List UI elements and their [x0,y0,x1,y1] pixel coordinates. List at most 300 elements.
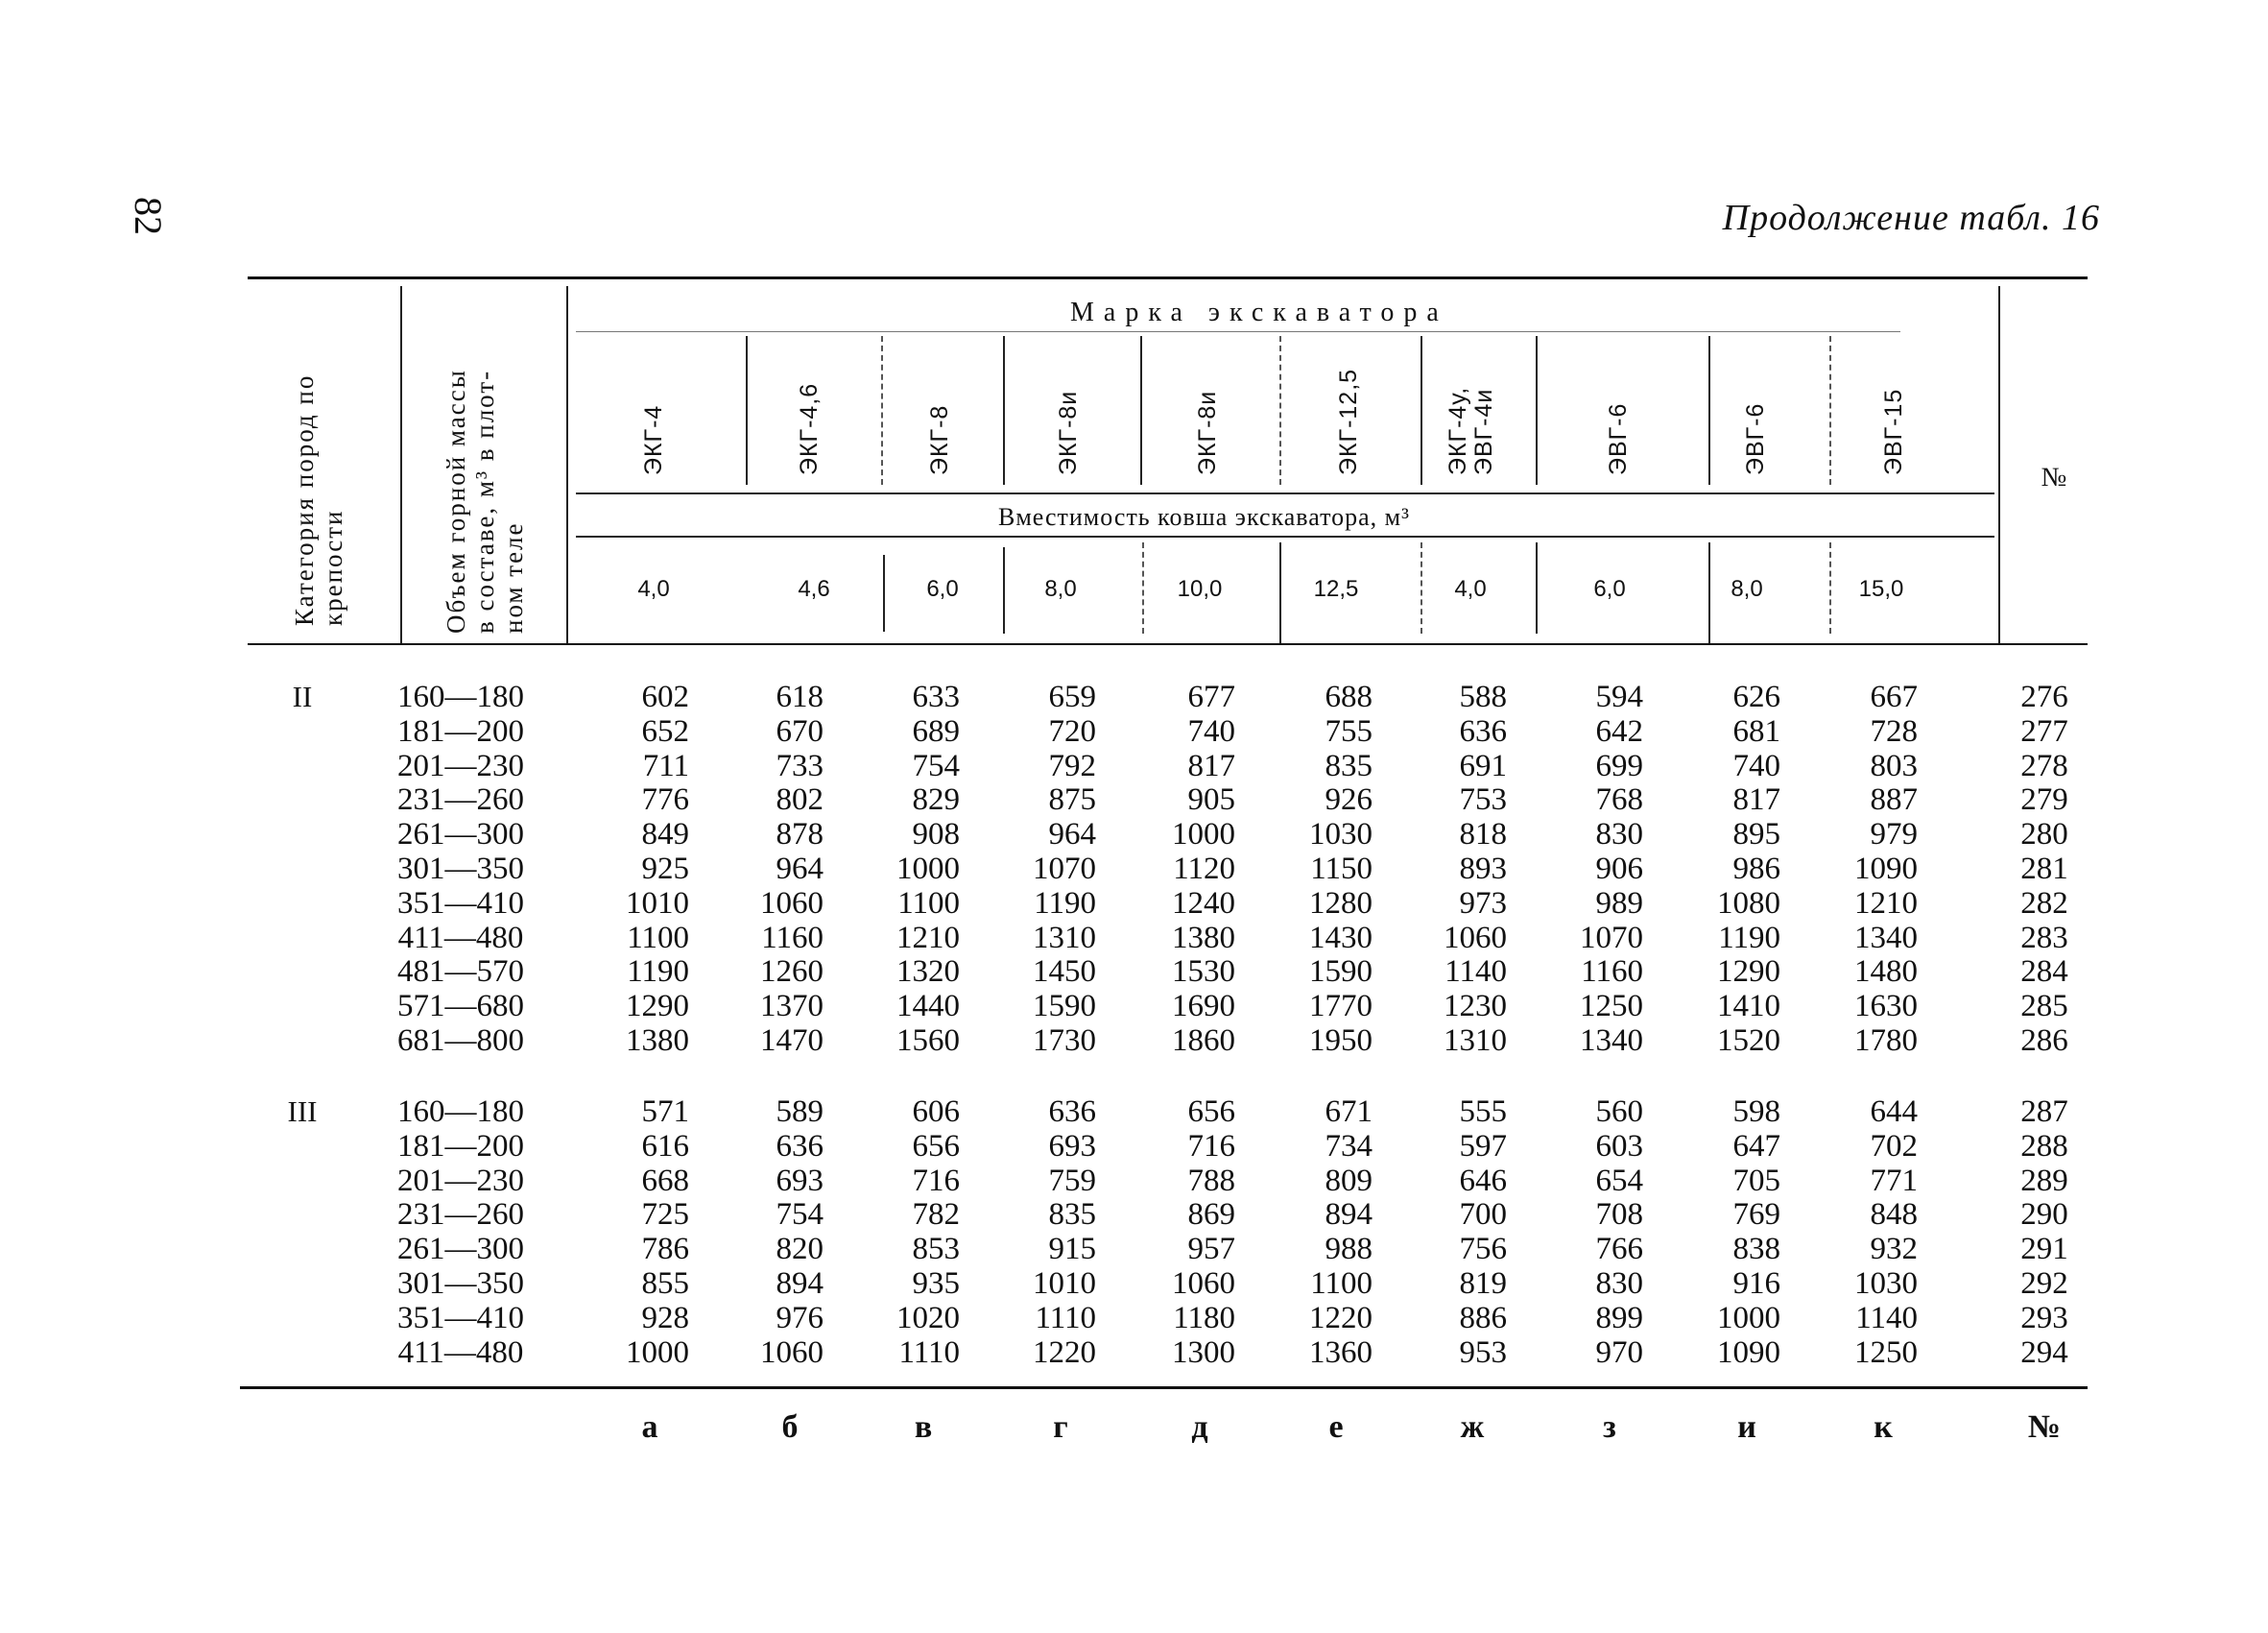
brand-label: Марка экскаватора [1070,298,1448,327]
volume-range: 351—410 [397,885,524,921]
table-cell: 1160 [1581,954,1643,990]
brand-evg-15: ЭВГ-15 [1880,388,1907,475]
table-cell: 1470 [760,1023,824,1058]
table-cell: 699 [1595,748,1643,783]
volume-range: 160—180 [397,680,524,714]
table-cell: 603 [1595,1128,1643,1164]
table-cell: 689 [912,713,960,749]
table-bottom-rule [240,1386,2088,1389]
volume-range: 481—570 [397,954,524,990]
table-cell: 606 [912,1094,960,1129]
number-header: № [2041,463,2067,492]
table-cell: 642 [1595,713,1643,749]
table-cell: 1210 [1854,885,1918,921]
table-cell: 1030 [1854,1266,1918,1301]
header-divider-category [400,286,402,643]
table-cell: 636 [776,1128,824,1164]
brand-sep-4 [1140,336,1142,485]
table-cell: 733 [776,748,824,783]
table-cell: 817 [1187,748,1235,783]
brand-sep-9 [1829,336,1831,485]
letter-g: г [1053,1409,1068,1445]
volume-range: 351—410 [397,1300,524,1335]
table-row [0,1197,2268,1232]
table-cell: 970 [1595,1334,1643,1370]
table-cell: 616 [641,1128,689,1164]
volume-range: 181—200 [397,713,524,749]
volume-range: 181—200 [397,1128,524,1164]
table-cell: 740 [1732,748,1780,783]
volume-range: 231—260 [397,782,524,818]
table-cell: 1210 [896,920,960,955]
table-cell: 925 [641,852,689,886]
table-cell: 668 [641,1163,689,1198]
letter-z: з [1603,1409,1616,1445]
table-cell: 1010 [626,885,689,921]
table-row [0,921,2268,955]
table-cell: 878 [776,817,824,853]
volume-range: 571—680 [397,989,524,1024]
brand-label-rule [576,331,1900,332]
header-divider-volume [566,286,568,643]
table-cell: 1240 [1172,885,1235,921]
volume-range: 301—350 [397,1266,524,1301]
table-cell: 964 [776,852,824,886]
table-cell: 1110 [898,1334,960,1370]
letter-d: д [1191,1409,1208,1445]
table-cell: 1950 [1309,1023,1373,1058]
table-row [0,1164,2268,1198]
table-cell: 875 [1048,782,1096,818]
table-cell: 597 [1459,1128,1507,1164]
table-cell: 776 [641,782,689,818]
table-cell: 1160 [761,920,824,955]
letter-e: е [1328,1409,1344,1445]
table-cell: 691 [1459,748,1507,783]
capacity-label: Вместимость ковша экскаватора, м³ [998,503,1410,531]
volume-range: 261—300 [397,817,524,853]
table-cell: 973 [1459,885,1507,921]
table-cell: 1000 [626,1334,689,1370]
table-cell: 1060 [760,885,824,921]
table-cell: 1590 [1309,954,1373,990]
capacity-9: 15,0 [1858,576,1904,602]
volume-range: 231—260 [397,1197,524,1233]
table-cell: 1290 [1717,954,1780,990]
table-cell: 618 [776,680,824,714]
table-cell: 894 [776,1266,824,1301]
table-cell: 598 [1732,1094,1780,1129]
table-cell: 932 [1870,1232,1918,1267]
table-cell: 1000 [1172,817,1235,853]
table-row [0,1301,2268,1335]
table-cell: 646 [1459,1163,1507,1198]
volume-range: 301—350 [397,852,524,886]
table-cell: 588 [1459,680,1507,714]
table-cell: 1310 [1444,1023,1507,1058]
table-cell: 734 [1325,1128,1373,1164]
table-cell: 1780 [1854,1023,1918,1058]
table-cell: 1070 [1033,852,1096,886]
table-cell: 819 [1459,1266,1507,1301]
table-cell: 1140 [1444,954,1507,990]
table-cell: 636 [1048,1094,1096,1129]
table-row [0,1232,2268,1266]
row-number: 288 [2020,1128,2068,1164]
table-cell: 1250 [1580,989,1643,1024]
table-cell: 838 [1732,1232,1780,1267]
table-cell: 1380 [1172,920,1235,955]
row-number: 290 [2020,1197,2068,1233]
table-cell: 895 [1732,817,1780,853]
table-cell: 659 [1048,680,1096,714]
capacity-1: 4,6 [798,576,830,602]
table-cell: 1250 [1854,1334,1918,1370]
brand-sep-5 [1279,336,1281,485]
category-label: III [287,1094,318,1128]
brand-ekg-4u-evg-4i: ЭКГ-4у, ЭВГ-4и [1444,386,1497,475]
table-cell: 1530 [1172,954,1235,990]
letter-k: к [1874,1409,1893,1445]
brand-ekg-12-5: ЭКГ-12,5 [1335,368,1362,475]
brand-sep-7 [1536,336,1538,485]
table-cell: 1020 [896,1300,960,1335]
table-cell: 964 [1048,817,1096,853]
table-cell: 594 [1595,680,1643,714]
table-cell: 1100 [627,920,689,955]
row-number: 281 [2020,852,2068,886]
table-cell: 809 [1325,1163,1373,1198]
table-row [0,1023,2268,1058]
table-cell: 830 [1595,1266,1643,1301]
row-number: 283 [2020,920,2068,955]
capacity-6: 4,0 [1454,576,1487,602]
volume-range: 201—230 [397,748,524,783]
table-cell: 700 [1459,1197,1507,1233]
table-cell: 976 [776,1300,824,1335]
table-cell: 708 [1595,1197,1643,1233]
table-cell: 754 [776,1197,824,1233]
table-cell: 1070 [1580,920,1643,955]
row-number: 291 [2020,1232,2068,1267]
table-cell: 1480 [1854,954,1918,990]
header-bottom-rule [248,643,2088,645]
table-cell: 935 [912,1266,960,1301]
table-cell: 753 [1459,782,1507,818]
category-label: II [292,680,313,713]
table-cell: 1190 [1034,885,1096,921]
table-cell: 1860 [1172,1023,1235,1058]
table-cell: 1100 [1310,1266,1373,1301]
table-row [0,886,2268,921]
brand-ekg-8i-b: ЭКГ-8и [1194,390,1221,475]
table-top-rule [248,276,2088,279]
row-number: 276 [2020,680,2068,714]
capacity-2: 6,0 [926,576,959,602]
brand-evg-6-b: ЭВГ-6 [1742,402,1769,475]
table-cell: 759 [1048,1163,1096,1198]
table-row [0,1129,2268,1164]
table-cell: 893 [1459,852,1507,886]
row-number: 285 [2020,989,2068,1024]
table-cell: 1280 [1309,885,1373,921]
table-cell: 1520 [1717,1023,1780,1058]
table-cell: 1190 [1718,920,1780,955]
table-cell: 1310 [1033,920,1096,955]
table-cell: 906 [1595,852,1643,886]
table-cell: 988 [1325,1232,1373,1267]
table-cell: 1320 [896,954,960,990]
row-number: 292 [2020,1266,2068,1301]
table-cell: 725 [641,1197,689,1233]
table-cell: 756 [1459,1232,1507,1267]
table-cell: 1120 [1173,852,1235,886]
table-cell: 740 [1187,713,1235,749]
table-cell: 855 [641,1266,689,1301]
table-cell: 1060 [1172,1266,1235,1301]
row-number: 277 [2020,713,2068,749]
table-cell: 1340 [1580,1023,1643,1058]
letter-zh: ж [1460,1409,1485,1445]
table-cell: 571 [641,1094,689,1129]
brand-ekg-8i-a: ЭКГ-8и [1055,390,1082,475]
table-row [0,954,2268,989]
letter-a: а [641,1409,658,1445]
capacity-4: 10,0 [1177,576,1223,602]
letter-v: в [914,1409,933,1445]
table-title: Продолжение табл. 16 [1722,198,2100,238]
table-cell: 953 [1459,1334,1507,1370]
table-cell: 1030 [1309,817,1373,853]
table-cell: 1150 [1310,852,1373,886]
table-cell: 560 [1595,1094,1643,1129]
table-cell: 654 [1595,1163,1643,1198]
table-cell: 989 [1595,885,1643,921]
table-row [0,1335,2268,1370]
table-cell: 849 [641,817,689,853]
table-cell: 728 [1870,713,1918,749]
table-cell: 926 [1325,782,1373,818]
capacity-0: 4,0 [637,576,670,602]
table-cell: 681 [1732,713,1780,749]
table-cell: 1140 [1855,1300,1918,1335]
brand-ekg-4-6: ЭКГ-4,6 [796,382,823,475]
table-cell: 1090 [1717,1334,1780,1370]
table-cell: 670 [776,713,824,749]
table-cell: 1060 [1444,920,1507,955]
table-row [0,714,2268,749]
volume-header: Объем горной массы в составе, м³ в плот- ном теле [442,369,528,634]
table-row [0,680,2268,714]
letter-number: № [2027,1409,2062,1445]
table-cell: 788 [1187,1163,1235,1198]
table-cell: 1220 [1033,1334,1096,1370]
table-cell: 915 [1048,1232,1096,1267]
table-cell: 1260 [760,954,824,990]
capacity-label-bottom-rule [576,536,1994,538]
category-header: Категория пород по крепости [290,373,347,626]
row-number: 280 [2020,817,2068,853]
brand-ekg-4: ЭКГ-4 [640,404,667,475]
brand-ekg-8: ЭКГ-8 [926,404,953,475]
page-number: 82 [127,197,170,235]
table-cell: 711 [642,748,689,783]
table-cell: 754 [912,748,960,783]
capacity-7: 6,0 [1593,576,1626,602]
table-cell: 886 [1459,1300,1507,1335]
volume-range: 681—800 [397,1023,524,1058]
table-cell: 1380 [626,1023,689,1058]
table-cell: 766 [1595,1232,1643,1267]
table-cell: 656 [912,1128,960,1164]
brand-sep-2 [881,336,883,485]
capacity-3: 8,0 [1044,576,1077,602]
table-cell: 986 [1732,852,1780,886]
table-row [0,817,2268,852]
table-cell: 1450 [1033,954,1096,990]
row-number: 284 [2020,954,2068,990]
table-cell: 1300 [1172,1334,1235,1370]
table-cell: 589 [776,1094,824,1129]
table-cell: 644 [1870,1094,1918,1129]
table-cell: 894 [1325,1197,1373,1233]
volume-range: 411—480 [397,920,524,955]
table-cell: 633 [912,680,960,714]
capacity-5: 12,5 [1313,576,1359,602]
table-cell: 908 [912,817,960,853]
table-cell: 1000 [896,852,960,886]
table-cell: 720 [1048,713,1096,749]
table-cell: 1180 [1173,1300,1235,1335]
table-cell: 1000 [1717,1300,1780,1335]
table-cell: 830 [1595,817,1643,853]
table-cell: 829 [912,782,960,818]
table-cell: 1770 [1309,989,1373,1024]
table-cell: 1220 [1309,1300,1373,1335]
letter-b: б [781,1409,799,1445]
table-cell: 848 [1870,1197,1918,1233]
table-cell: 1360 [1309,1334,1373,1370]
table-cell: 755 [1325,713,1373,749]
table-cell: 957 [1187,1232,1235,1267]
table-cell: 1340 [1854,920,1918,955]
row-number: 289 [2020,1163,2068,1198]
table-cell: 1560 [896,1023,960,1058]
table-cell: 626 [1732,680,1780,714]
table-cell: 716 [912,1163,960,1198]
table-cell: 769 [1732,1197,1780,1233]
capacity-8: 8,0 [1731,576,1763,602]
header-divider-number [1998,286,2000,643]
volume-range: 261—300 [397,1232,524,1267]
table-cell: 1590 [1033,989,1096,1024]
table-cell: 1440 [896,989,960,1024]
table-cell: 1370 [760,989,824,1024]
table-cell: 671 [1325,1094,1373,1129]
table-cell: 786 [641,1232,689,1267]
table-cell: 716 [1187,1128,1235,1164]
table-row [0,852,2268,886]
table-cell: 702 [1870,1128,1918,1164]
table-cell: 555 [1459,1094,1507,1129]
table-cell: 887 [1870,782,1918,818]
table-cell: 792 [1048,748,1096,783]
table-cell: 1010 [1033,1266,1096,1301]
table-row [0,1094,2268,1129]
table-cell: 688 [1325,680,1373,714]
table-cell: 1290 [626,989,689,1024]
table-cell: 652 [641,713,689,749]
table-cell: 928 [641,1300,689,1335]
table-cell: 782 [912,1197,960,1233]
volume-range: 411—480 [397,1334,524,1370]
capacity-label-top-rule [576,492,1994,494]
table-cell: 802 [776,782,824,818]
table-cell: 1110 [1035,1300,1096,1335]
table-cell: 602 [641,680,689,714]
row-number: 294 [2020,1334,2068,1370]
table-cell: 1430 [1309,920,1373,955]
table-cell: 979 [1870,817,1918,853]
table-cell: 771 [1870,1163,1918,1198]
table-cell: 835 [1325,748,1373,783]
table-cell: 636 [1459,713,1507,749]
table-cell: 1090 [1854,852,1918,886]
table-cell: 693 [776,1163,824,1198]
table-cell: 1690 [1172,989,1235,1024]
table-cell: 677 [1187,680,1235,714]
brand-sep-6 [1420,336,1422,485]
row-number: 287 [2020,1094,2068,1129]
volume-range: 160—180 [397,1094,524,1129]
row-number: 286 [2020,1023,2068,1058]
table-row [0,989,2268,1023]
letter-i: и [1737,1409,1756,1445]
table-cell: 835 [1048,1197,1096,1233]
brand-evg-6-a: ЭВГ-6 [1605,402,1632,475]
table-cell: 768 [1595,782,1643,818]
table-cell: 803 [1870,748,1918,783]
table-cell: 1230 [1444,989,1507,1024]
table-cell: 905 [1187,782,1235,818]
table-cell: 899 [1595,1300,1643,1335]
table-cell: 1190 [627,954,689,990]
table-cell: 1100 [897,885,960,921]
table-cell: 705 [1732,1163,1780,1198]
brand-sep-3 [1003,336,1005,485]
volume-range: 201—230 [397,1163,524,1198]
table-cell: 667 [1870,680,1918,714]
table-cell: 916 [1732,1266,1780,1301]
row-number: 278 [2020,748,2068,783]
row-number: 279 [2020,782,2068,818]
table-row [0,782,2268,817]
table-cell: 693 [1048,1128,1096,1164]
brand-sep-1 [746,336,748,485]
table-cell: 1080 [1717,885,1780,921]
table-row [0,749,2268,783]
table-cell: 869 [1187,1197,1235,1233]
table-cell: 853 [912,1232,960,1267]
table-cell: 1730 [1033,1023,1096,1058]
table-cell: 1060 [760,1334,824,1370]
table-cell: 820 [776,1232,824,1267]
row-number: 282 [2020,885,2068,921]
table-cell: 818 [1459,817,1507,853]
table-cell: 656 [1187,1094,1235,1129]
table-row [0,1266,2268,1301]
table-cell: 817 [1732,782,1780,818]
